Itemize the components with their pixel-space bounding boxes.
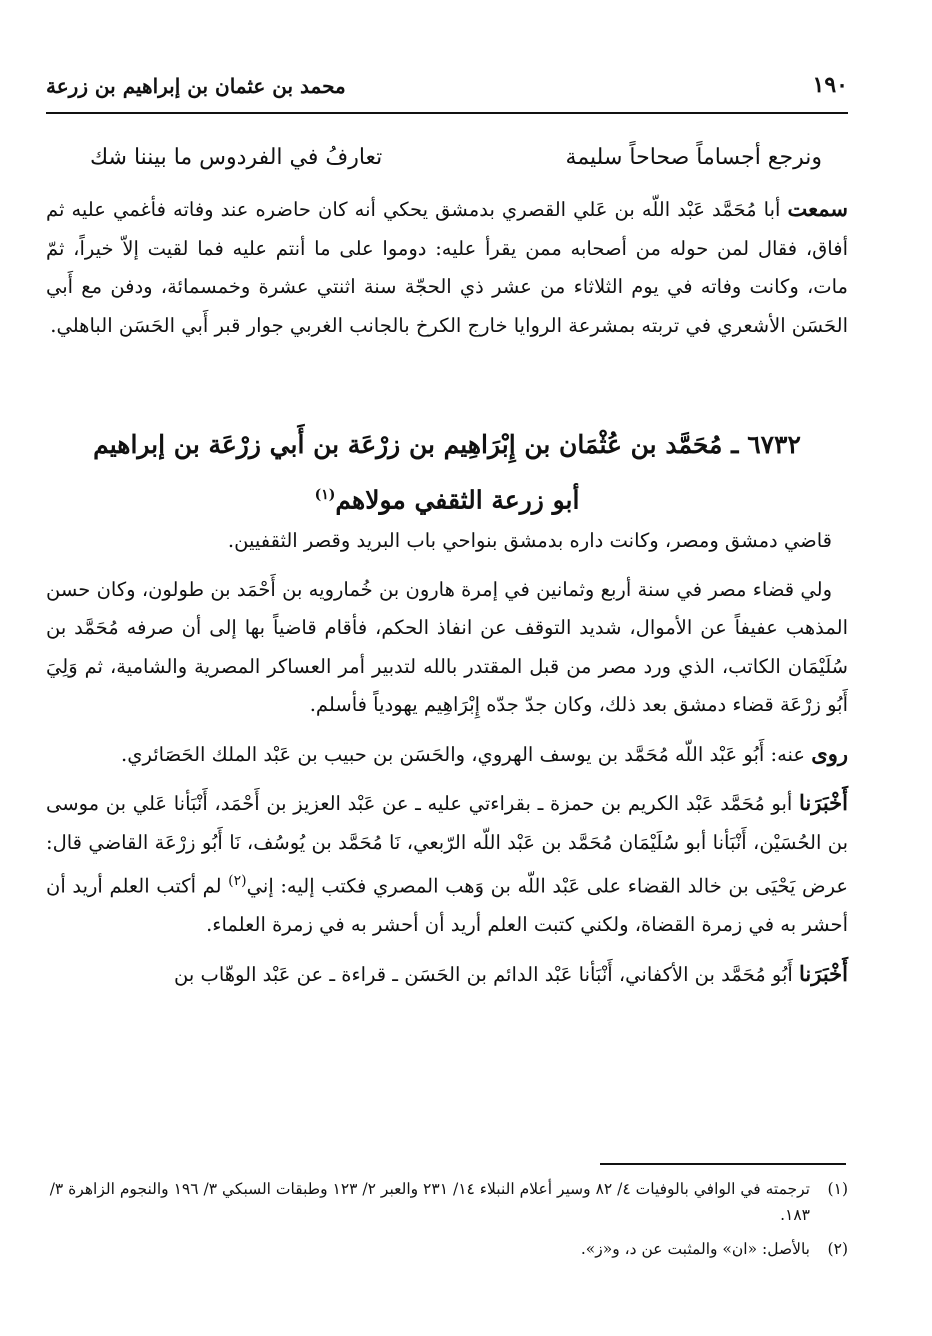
paragraph-keyword: سمعت xyxy=(787,196,848,221)
entry-heading-line1: ٦٧٣٢ ـ مُحَمَّد بن عُثْمَان بن إِبْرَاهِيم بن زرْعَة بن أَبي زرْعَة بن إبراهيم xyxy=(93,430,801,459)
paragraph xyxy=(46,955,848,995)
verse-first-hemistich: ونرجع أجساماً صحاحاً سليمة xyxy=(565,145,822,170)
page-number: ١٩٠ xyxy=(812,72,848,98)
footnote-text: ترجمته في الوافي بالوفيات ٤/ ٨٢ وسير أعلام النبلاء ١٤/ ٢٣١ والعبر ٢/ ١٢٣ وطبقات السبكي ٣/ ١٩٦ والنجوم الزاهرة ٣/ ١٨٣. xyxy=(49,1180,810,1224)
footnote-text: بالأصل: «ان» والمثبت عن د، و«ز». xyxy=(580,1240,810,1258)
paragraph-text: أبا مُحَمَّد عَبْد اللّه بن عَلي القصري بدمشق يحكي أنه كان حاضره عند وفاته فأغمي عليه ثم أفاق، فقال لمن حوله من أصحابه ممن يقرأ عليه: دوموا على ما أنتم عليه فما لقيت إلاّ خيراً، ثمّ مات، وكانت وفاته في يوم الثلاثاء من عشر ذي الحجّة سنة اثنتي عشرة وخمسمائة، ودفن مع أَبي الحَسَن الأشعري في تربته بمشرعة الروايا خارج الكرخ بالجانب الغربي جوار قبر أَبي الحَسَن الباهلي. xyxy=(46,198,848,337)
verse-second-hemistich: تعارفُ في الفردوس ما بيننا شك xyxy=(90,145,383,170)
passage-1 xyxy=(46,190,848,345)
paragraph xyxy=(46,735,848,775)
footnote-number: (٢) xyxy=(827,1240,848,1258)
footnote-rule xyxy=(600,1163,846,1165)
entry-heading xyxy=(46,420,848,525)
footnote xyxy=(46,1176,848,1228)
footnote-ref: (٢) xyxy=(228,873,247,889)
entry-heading-line2 xyxy=(46,470,848,525)
paragraph-keyword: أَخْبَرَنا xyxy=(799,790,848,815)
footnote xyxy=(46,1236,848,1262)
running-header xyxy=(46,72,848,106)
running-title: محمد بن عثمان بن إبراهيم بن زرعة xyxy=(46,74,346,98)
paragraph-text: عنه: أَبُو عَبْد اللّه مُحَمَّد بن يوسف الهروي، والحَسَن بن حبيب بن عَبْد الملك الحَصَائري. xyxy=(121,742,812,766)
entry-body xyxy=(46,522,848,994)
paragraph xyxy=(46,784,848,945)
paragraph-text: أَبُو مُحَمَّد بن الأكفاني، أَنْبَأنا عَبْد الدائم بن الحَسَن ـ قراءة ـ عن عَبْد الوهّاب بن xyxy=(174,962,800,986)
footnote-number: (١) xyxy=(827,1180,848,1198)
paragraph: قاضي دمشق ومصر، وكانت داره بدمشق بنواحي باب البريد وقصر الثقفيين. xyxy=(227,529,832,552)
header-rule xyxy=(46,112,848,114)
paragraph xyxy=(46,190,848,345)
entry-heading-name: أبو زرعة الثقفي مولاهم xyxy=(335,485,580,515)
paragraph-keyword: أَخْبَرَنا xyxy=(799,960,848,986)
paragraph: ولي قضاء مصر في سنة أربع وثمانين في إمرة هارون بن خُمارويه بن أَحْمَد بن طولون، وكان حسن المذهب عفيفاً عن الأموال، شديد التوقف عن انفاذ الحكم، فأقام قاضياً بها إلى أن صرفه مُحَمَّد بن سُلَيْمَان الكاتب، الذي ورد مصر من قبل المقتدر بالله لتدبير أمر العساكر المصرية والشامية، ثم وَلِيَ أَبُو زرْعَة قضاء دمشق بعد ذلك، وكان جدّ جدّه إِبْرَاهِيم يهودياً فأسلم. xyxy=(46,577,848,716)
paragraph-text: أبو مُحَمَّد عَبْد الكريم بن حمزة ـ بقراءتي عليه ـ عن عَبْد العزيز بن أَحْمَد، أَنْبَأنا عَلي بن موسى بن الحُسَيْن، أَنْبَأنا أبو سُلَيْمَان مُحَمَّد بن عَبْد اللّه الرّبعي، نَا مُحَمَّد بن يُوسُف، نَا أَبُو زرْعَة القاضي قال: عرض يَحْيَى بن خالد القضاء على عَبْد اللّه بن وَهب المصري فكتب إليه: إني xyxy=(46,792,848,898)
paragraph-keyword: روى xyxy=(811,740,848,766)
footnotes xyxy=(46,1176,848,1270)
paragraph-text: لم أكتب العلم أريد أن أحشر به في زمرة القضاة، ولكني كتبت العلم أريد أن أحشر به في زمرة العلماء. xyxy=(46,874,848,936)
poetry-verse xyxy=(90,145,822,179)
footnote-ref: (١) xyxy=(314,487,336,503)
